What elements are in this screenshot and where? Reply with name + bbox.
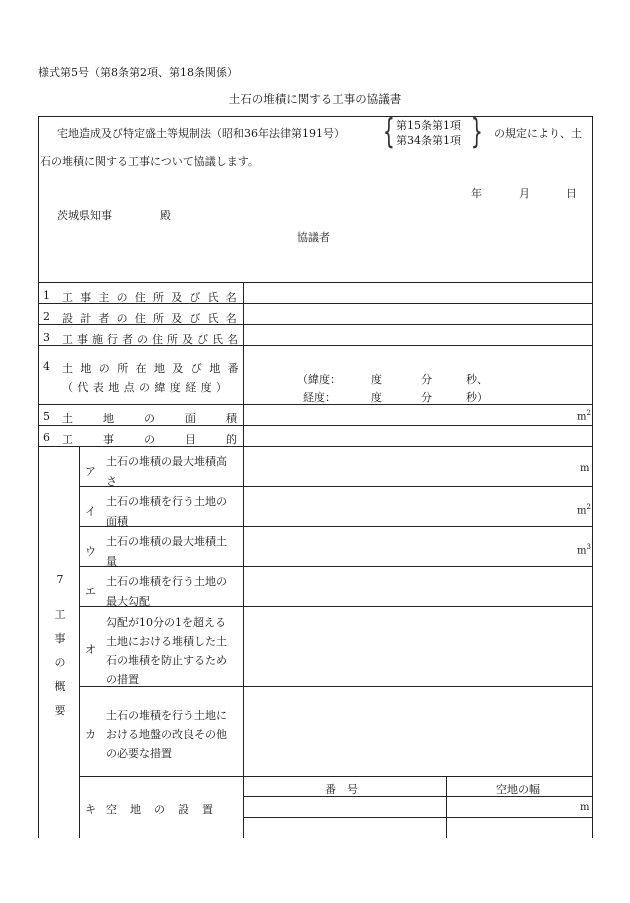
row4-number: 4: [43, 360, 50, 373]
max-volume-field[interactable]: [244, 527, 592, 566]
open-space-number-header: 番 号: [325, 783, 358, 796]
overview-heading-char: 概: [54, 680, 66, 693]
item-ka-key: カ: [85, 728, 96, 741]
item-u-key: ウ: [85, 545, 96, 558]
latitude-minute[interactable]: 分: [421, 373, 432, 386]
document-title: 土石の堆積に関する工事の協議書: [228, 92, 402, 106]
law-reference-suffix: の規定により、土: [494, 127, 582, 140]
law-reference: 宅地造成及び特定盛土等規制法（昭和36年法律第191号）: [57, 127, 345, 140]
open-space-width-unit: m: [580, 802, 590, 813]
open-space-width-field[interactable]: [447, 797, 592, 817]
row2-label: 設計者の住所及び氏名: [62, 312, 244, 325]
article-option-1: 第15条第1項: [396, 119, 461, 132]
area-field[interactable]: [244, 487, 592, 526]
row6-number: 6: [43, 431, 50, 444]
row5-number: 5: [43, 410, 50, 423]
item-e-key: エ: [85, 585, 96, 598]
right-brace: }: [470, 112, 483, 152]
max-volume-unit: $m^3$: [577, 543, 591, 557]
open-space-width-field[interactable]: [447, 818, 592, 838]
table-right-border: [592, 282, 593, 838]
owner-address-name-field[interactable]: [244, 283, 592, 303]
area-unit: $m^2$: [577, 503, 591, 517]
addressee: 茨城県知事: [57, 209, 112, 222]
max-slope-field[interactable]: [244, 567, 592, 606]
table-left-border: [38, 282, 39, 838]
latitude-label: （緯度：: [297, 373, 341, 386]
slope-prevention-field[interactable]: [244, 607, 592, 686]
form-number: 様式第5号（第8条第2項、第18条関係）: [38, 66, 238, 79]
article-option-2: 第34条第1項: [396, 134, 461, 147]
row2-number: 2: [43, 310, 50, 323]
row4-label: 土地の所在地及び地番: [62, 362, 246, 375]
overview-number: 7: [56, 573, 64, 586]
item-i-key: イ: [85, 505, 96, 518]
contractor-address-name-field[interactable]: [244, 325, 592, 345]
item-a-label: 土石の堆積の最大堆積高 さ: [106, 455, 227, 488]
left-brace: {: [382, 112, 395, 152]
row4-sublabel: （代表地点の緯度経度）: [62, 381, 232, 394]
land-area-field[interactable]: [244, 405, 592, 425]
item-i-label: 土石の堆積を行う土地の 面積: [106, 495, 227, 528]
overview-heading-char: 工: [54, 608, 66, 621]
item-u-label: 土石の堆積の最大堆積土 量: [106, 535, 227, 568]
work-purpose-field[interactable]: [244, 426, 592, 446]
longitude-degree[interactable]: 度: [371, 391, 382, 404]
land-area-unit: $m^2$: [577, 409, 591, 423]
declaration-box: [38, 112, 593, 282]
date-month-field[interactable]: 月: [519, 187, 530, 200]
ground-improvement-field[interactable]: [244, 687, 592, 776]
designer-address-name-field[interactable]: [244, 304, 592, 324]
open-space-number-field[interactable]: [244, 797, 446, 817]
latitude-second[interactable]: 秒、: [466, 373, 488, 386]
item-o-key: オ: [85, 643, 96, 656]
item-o-label: 勾配が10分の1を超える 土地における堆積した土 石の堆積を防止するため の措置: [106, 616, 227, 686]
item-ki-label: 空地の設置: [106, 803, 226, 816]
longitude-minute[interactable]: 分: [421, 391, 432, 404]
item-ka-label: 土石の堆積を行う土地に おける地盤の改良その他 の必要な措置: [106, 709, 227, 760]
overview-heading-char: 要: [54, 704, 66, 717]
declaration-text: 石の堆積に関する工事について協議します。: [40, 155, 259, 168]
max-height-unit: m: [580, 463, 590, 474]
max-height-field[interactable]: [244, 447, 592, 486]
row5-label: 土地の面積: [62, 412, 267, 425]
item-ki-key: キ: [85, 803, 96, 816]
date-day-field[interactable]: 日: [566, 187, 577, 200]
row6-label: 工事の目的: [62, 433, 267, 446]
row1-number: 1: [43, 289, 50, 302]
longitude-label: 経度：: [303, 391, 336, 404]
row3-label: 工事施行者の住所及び氏名: [62, 333, 242, 346]
honorific: 殿: [160, 209, 171, 222]
open-space-width-header: 空地の幅: [496, 783, 540, 796]
overview-heading-char: の: [54, 656, 66, 669]
open-space-number-field[interactable]: [244, 818, 446, 838]
longitude-second[interactable]: 秒）: [466, 391, 488, 404]
item-a-key: ア: [85, 465, 96, 478]
latitude-degree[interactable]: 度: [371, 373, 382, 386]
date-year-field[interactable]: 年: [471, 187, 482, 200]
row3-number: 3: [43, 331, 50, 344]
overview-heading-char: 事: [54, 632, 66, 645]
row1-label: 工事主の住所及び氏名: [62, 291, 244, 304]
item-e-label: 土石の堆積を行う土地の 最大勾配: [106, 575, 227, 608]
consultant-label: 協議者: [297, 231, 330, 244]
